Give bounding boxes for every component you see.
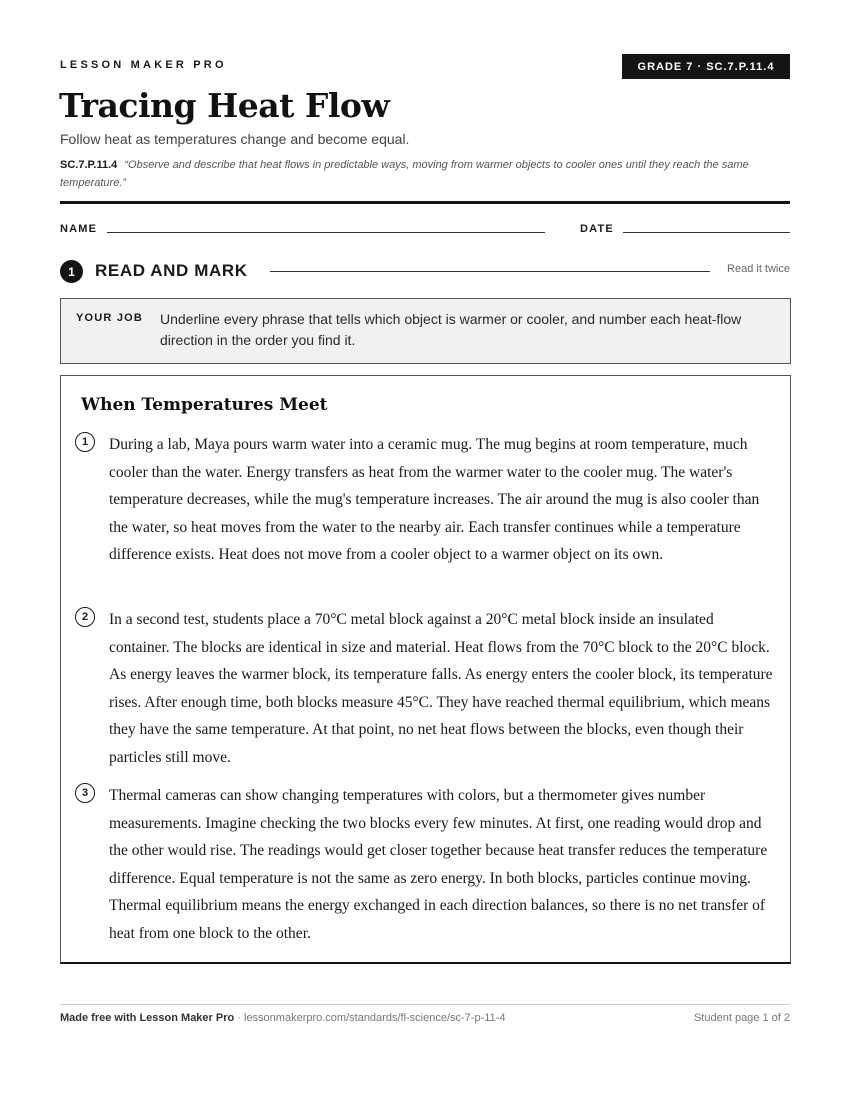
page-subtitle: Follow heat as temperatures change and become equal. (60, 131, 410, 147)
section-hint: Read it twice (727, 263, 790, 275)
instructions-box (60, 298, 791, 364)
section-title: READ AND MARK (95, 261, 248, 280)
standard-statement (60, 156, 795, 192)
page-title: Tracing Heat Flow (59, 86, 390, 125)
paragraph-text[interactable]: During a lab, Maya pours warm water into a ceramic mug. The mug begins at room temperature, much cooler than the water. Energy transfers as heat from the warmer water to the cooler mug. The water's temperature decreases, while the mug's temperature increases. The air around the mug is also cooler than the water, so heat moves from the water to the nearby air. Each transfer continues while a temperature difference exists. Heat does not move from a cooler object to a warmer object on its own. (109, 436, 760, 564)
footer-divider (60, 1004, 790, 1005)
footer-made-with: Made free with Lesson Maker Pro (60, 1012, 235, 1024)
footer-credit (60, 1012, 505, 1024)
reading-passage (60, 375, 791, 964)
instructions-text: Underline every phrase that tells which object is warmer or cooler, and number each heat-flow direction in the order you find it. (160, 311, 742, 348)
standard-quote: “Observe and describe that heat flows in predictable ways, moving from warmer objects to cooler ones until they reach the same temperature.” (60, 159, 749, 189)
standard-code: SC.7.P.11.4 (60, 159, 118, 171)
name-label: NAME (60, 223, 98, 235)
paragraph-text[interactable]: Thermal cameras can show changing temperatures with colors, but a thermometer gives number measurements. Imagine checking the two blocks every few minutes. At first, one reading would drop and the other would rise. The readings would get closer together because heat transfer reduces the temperature difference. Equal temperature is not the same as zero energy. In both blocks, particles continue moving. Thermal equilibrium means the energy exchanged in each direction balances, so there is no net transfer of heat from one block to the other. (109, 787, 768, 942)
header-divider (60, 201, 790, 204)
instructions-label: YOUR JOB (76, 312, 144, 324)
grade-badge: GRADE 7 · SC.7.P.11.4 (622, 54, 790, 79)
passage-title: When Temperatures Meet (81, 395, 328, 415)
section-number-badge: 1 (60, 260, 83, 283)
date-field-line[interactable] (623, 232, 790, 233)
passage-paragraph (75, 431, 775, 569)
paragraph-text[interactable]: In a second test, students place a 70°C metal block against a 20°C metal block inside an insulated container. The blocks are identical in size and material. Heat flows from the 70°C block to the 20°C block. As energy leaves the warmer block, its temperature falls. As energy enters the cooler block, its temperature rises. After enough time, both blocks measure 45°C. They have reached thermal equilibrium, which means they have the same temperature. At that point, no net heat flows between the blocks, even though their particles still move. (109, 611, 773, 766)
brand-name: LESSON MAKER PRO (60, 59, 227, 71)
paragraph-number: 3 (75, 783, 95, 803)
paragraph-number: 1 (75, 432, 95, 452)
date-label: DATE (580, 223, 614, 235)
passage-paragraph (75, 782, 775, 948)
name-field-line[interactable] (107, 232, 545, 233)
passage-paragraph (75, 606, 775, 772)
section-divider (270, 271, 710, 272)
footer-url[interactable]: · lessonmakerpro.com/standards/fl-science/sc-7-p-11-4 (234, 1012, 506, 1024)
paragraph-number: 2 (75, 607, 95, 627)
footer-page-number: Student page 1 of 2 (693, 1012, 790, 1024)
